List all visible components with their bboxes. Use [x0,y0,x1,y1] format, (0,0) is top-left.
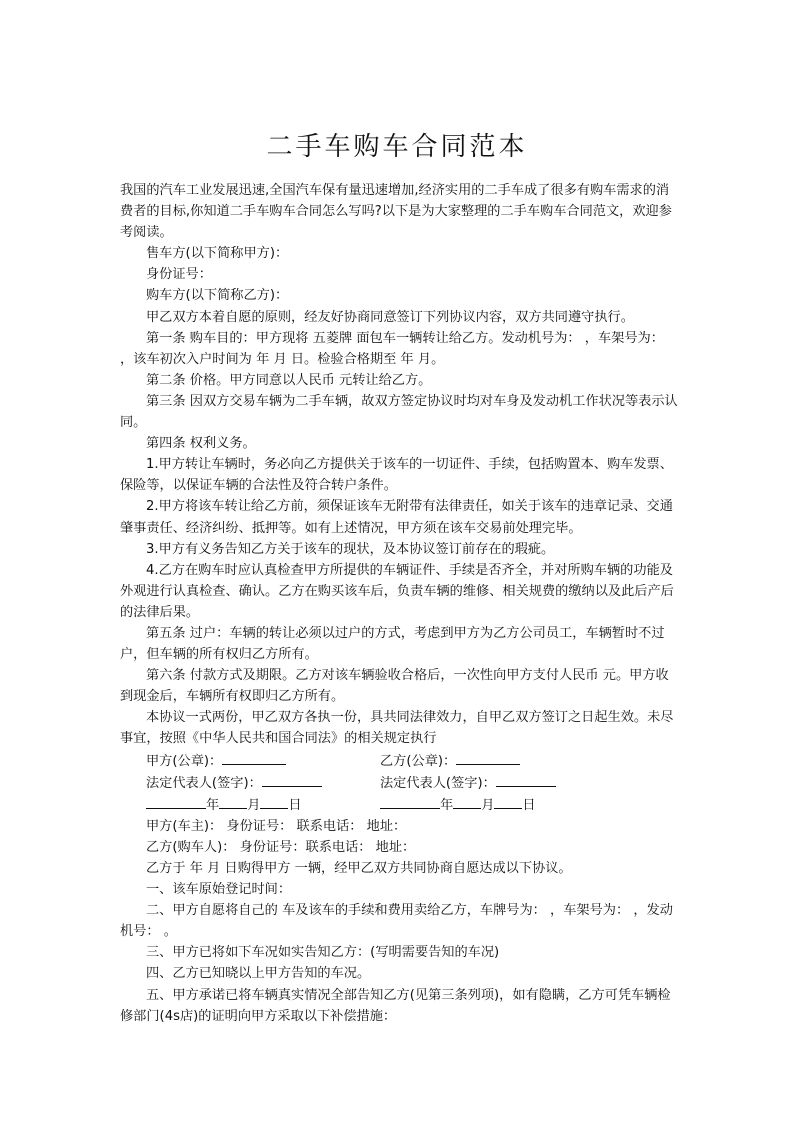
paragraph: 3.甲方有义务告知乙方关于该车的现状，及本协议签订前存在的瑕疵。 [146,541,555,557]
paragraph: 五、甲方承诺已将车辆真实情况全部告知乙方(见第三条列项)，如有隐瞒，乙方可凭车辆检修部门(4s店)的证明向甲方采取以下补偿措施： [120,987,671,1024]
signature-line [222,750,286,765]
paragraph: 第二条 价格。甲方同意以人民币 元转让给乙方。 [146,372,432,388]
representative-row [120,772,680,794]
paragraph: 购车方(以下简称乙方)： [146,288,289,304]
paragraph: 甲乙双方本着自愿的原则，经友好协商同意签订下列协议内容，双方共同遵守执行。 [146,309,634,325]
paragraph: 第五条 过户：车辆的转让必须以过户的方式，考虑到甲方为乙方公司员工，车辆暂时不过户，但车辆的所有权归乙方所有。 [120,625,665,663]
signature-line [456,750,520,765]
paragraph: 身份证号： [146,267,212,283]
party-a-representative: 法定代表人(签字)： [120,772,380,794]
paragraph: 1.甲方转让车辆时，务必向乙方提供关于该车的一切证件、手续，包括购置本、购车发票、保险等，以保证车辆的合法性及符合转户条件。 [120,457,673,494]
document-title: 二手车购车合同范本 [266,132,528,162]
seal-row [120,750,680,772]
paragraph: 乙方于 年 月 日购得甲方 一辆，经甲乙双方共同协商自愿达成以下协议。 [146,861,572,876]
paragraph: 第一条 购车目的：甲方现将 五菱牌 面包车一辆转让给乙方。发动机号为： ，车架号为： ，该车初次入户时间为 年 月 日。检验合格期至 年 月。 [120,330,664,367]
signature-line [496,772,556,787]
document-body [120,180,680,1027]
paragraph: 四、乙方已知晓以上甲方告知的车况。 [146,966,371,982]
signature-line [262,772,322,787]
party-a-date: 年 月 日 [120,794,380,816]
paragraph: 第四条 权利义务。 [146,436,256,452]
party-b-seal: 乙方(公章)： [380,750,680,772]
party-b-date: 年 月 日 [380,794,680,816]
intro-paragraph: 我国的汽车工业发展迅速,全国汽车保有量迅速增加,经济实用的二手车成了很多有购车需求的消费者的目标,你知道二手车购车合同怎么写吗?以下是为大家整理的二手车购车合同范文，欢迎参考阅读。 [120,183,672,241]
paragraph: 一、该车原始登记时间： [146,882,292,898]
paragraph: 乙方(购车人)： 身份证号：联系电话： 地址： [146,839,416,855]
paragraph: 4.乙方在购车时应认真检查甲方所提供的车辆证件、手续是否齐全，并对所购车辆的功能及外观进行认真检查、确认。乙方在购买该车后，负责车辆的维修、相关规费的缴纳以及此后产后的法律后果。 [120,562,674,620]
paragraph: 售车方(以下简称甲方)： [146,246,289,262]
paragraph: 三、甲方已将如下车况如实告知乙方：(写明需要告知的车况) [146,945,500,961]
date-row [120,794,680,816]
paragraph: 2.甲方将该车转让给乙方前，须保证该车无附带有法律责任，如关于该车的违章记录、交通肇事责任、经济纠纷、抵押等。如有上述情况，甲方须在该车交易前处理完毕。 [120,499,673,536]
paragraph: 本协议一式两份，甲乙双方各执一份，具共同法律效力，自甲乙双方签订之日起生效。未尽事宜，按照《中华人民共和国合同法》的相关规定执行 [120,710,674,747]
paragraph: 二、甲方自愿将自己的 车及该车的手续和费用卖给乙方，车牌号为： ，车架号为： ，发动机号： 。 [120,903,673,940]
party-b-representative: 法定代表人(签字)： [380,772,680,794]
party-a-seal: 甲方(公章)： [120,750,380,772]
paragraph: 甲方(车主)： 身份证号： 联系电话： 地址： [146,818,407,834]
paragraph: 第三条 因双方交易车辆为二手车辆，故双方签定协议时均对车身及发动机工作状况等表示认同。 [120,393,678,431]
paragraph: 第六条 付款方式及期限。乙方对该车辆验收合格后，一次性向甲方支付人民币 元。甲方收到现金后，车辆所有权即归乙方所有。 [120,668,669,705]
